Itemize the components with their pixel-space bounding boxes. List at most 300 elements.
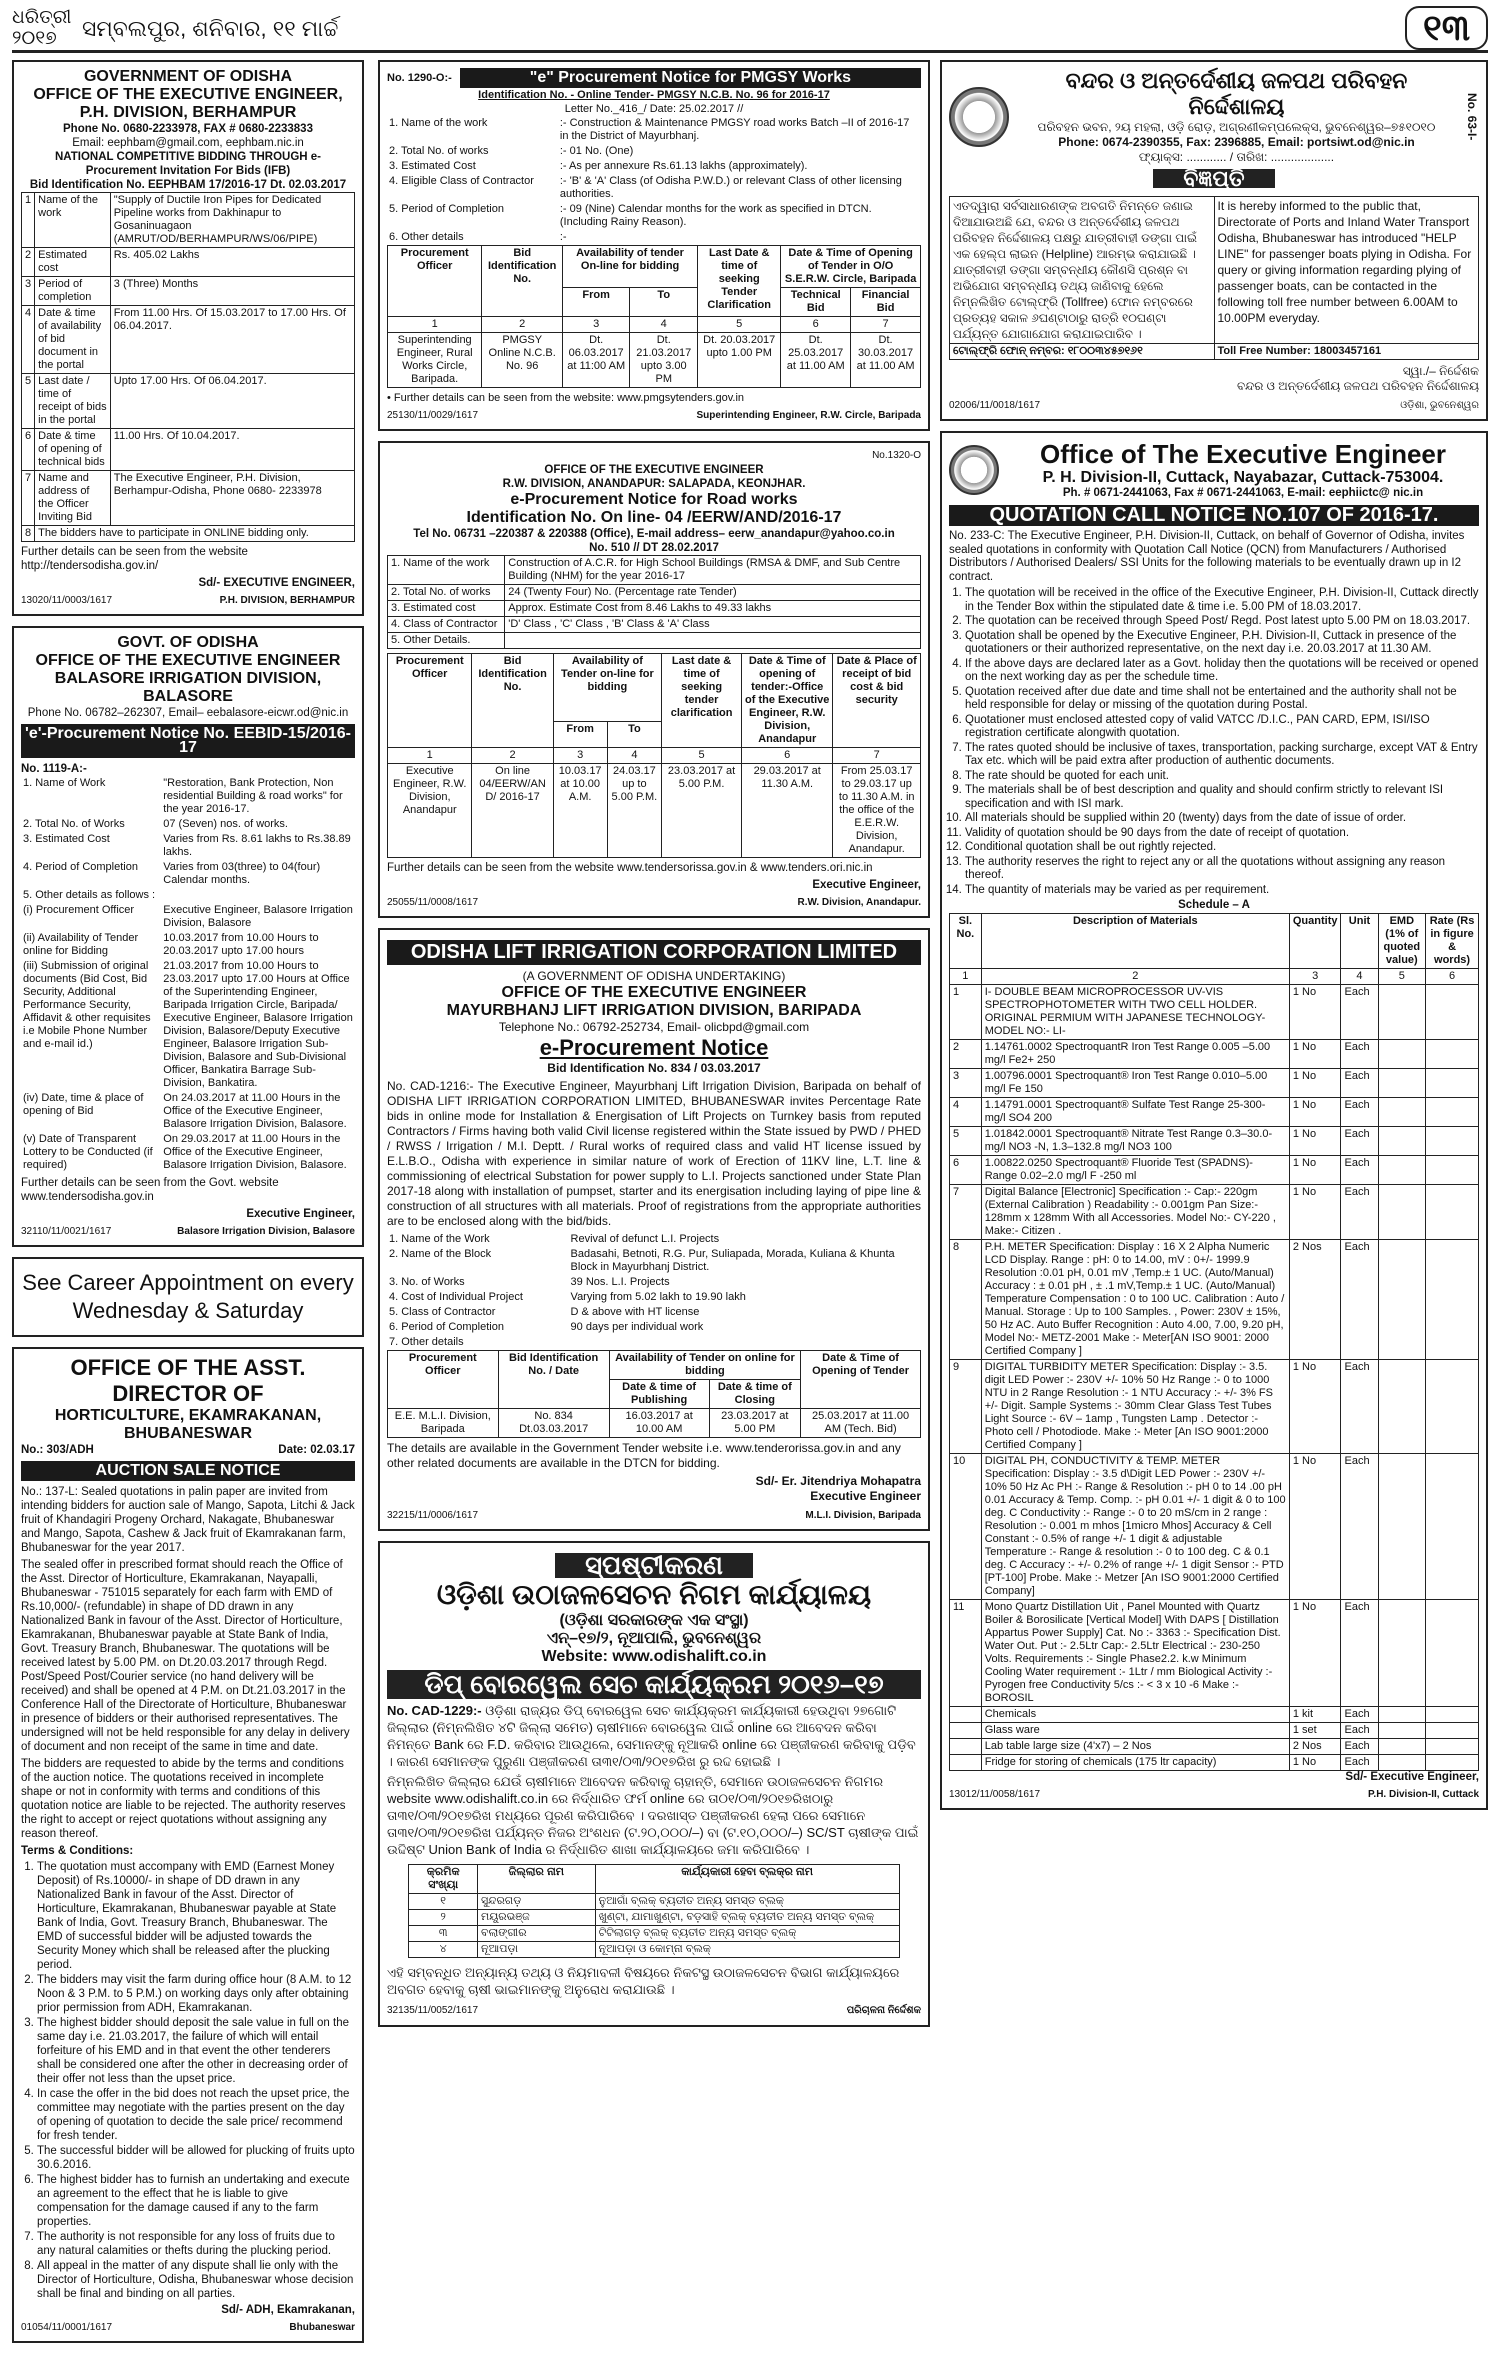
- cell: Varies from 03(three) to 04(four) Calendar months.: [163, 861, 321, 886]
- list-item: 7. The authority is not responsible for any loss of fruits due to any natural calamities or thefts during the plucking period.: [37, 2230, 355, 2258]
- cell: 21.03.2017 from 10.00 Hours to 23.03.2017 upto 17.00 Hours at Office of the Superintending Engineer, Baripada Irrigation Circle, Baripada/ Executive Engineer, Balasore Irrigation Division, Balasore/Deputy Executive Engineer, Balasore Irrigation Sub-Division, Balasore and Sub-Divisional Officer, Bankatira Barrage Sub-Division, Bankatira.: [163, 960, 353, 1089]
- cell: Date & time of availability of bid document in the portal: [35, 306, 111, 374]
- cell: Name of the work: [35, 193, 111, 248]
- cell: I- DOUBLE BEAM MICROPROCESSOR UV-VIS SPECTROPHOTOMETER WITH TWO CELL HOLDER. ORIGINAL PERMIUM WITH JAPANESE TECHNOLOGY- MODEL NO:- LI-: [981, 984, 1289, 1039]
- ad-heading: Office of The Executive Engineer: [1040, 439, 1446, 469]
- cell: [1378, 1722, 1426, 1738]
- table-row: [388, 601, 921, 617]
- cell: 5: [662, 748, 742, 764]
- cell: 1 No: [1289, 1039, 1341, 1068]
- masthead-name: ଧରିତ୍ରୀ: [12, 7, 72, 28]
- cell: 4. Eligible Class of Contractor: [389, 175, 534, 187]
- table-row: [409, 1942, 899, 1958]
- column-header: Date & time of Publishing: [609, 1380, 709, 1409]
- table-row: [22, 471, 355, 526]
- cell: [1378, 1738, 1426, 1754]
- terms-heading: Terms & Conditions:: [21, 1845, 134, 1857]
- cell: 1: [950, 968, 982, 984]
- ad-address: ଏନ୍‌–୧୭/୨, ନୂଆପାଲି, ଭୁବନେଶ୍ୱର: [546, 1630, 762, 1647]
- cell: No. 834 Dt.03.03.2017: [498, 1409, 609, 1438]
- cell: Mono Quartz Distillation Uit , Panel Mounted with Quartz Boiler & Borosilicate [Vertical Model] With DAPS [ Distillation Appartus Power Supply] Cat. No :- 3363 :- Specification Dist. Water Out. Put :- 2.5Ltr Cap:- 2.5Ltr Electrical :- 230-250 Volts. Requirements :- Single Phase2.2. k.w Minimum Cooling Water requirement :- 1Ltr / mm Biological Activity :- Pyrogen free Conductivity 5/cs :- < 3 x 10 -6 Make :- BOROSIL: [981, 1599, 1289, 1706]
- cell: [950, 1738, 982, 1754]
- career-text: Wednesday & Saturday: [72, 1298, 304, 1323]
- ad-address: P. H. Division-II, Cuttack, Nayabazar, Cuttack-753004.: [1042, 469, 1444, 486]
- table-row: [388, 1409, 921, 1438]
- notice-number: No. CAD-1229:-: [387, 1703, 482, 1718]
- paragraph: ଓଡ଼ିଶା ରାଜ୍ୟର ଡିପ୍ ବୋରୱେଲ ସେଚ କାର୍ଯ୍ୟକ୍ରମ କାର୍ଯ୍ୟକାରୀ ହେଉଥିବା ୨୭ଗୋଟି ଜିଲ୍ଲାର (ନିମ୍ନଲିଖିତ ୪ଟି ଜିଲ୍ଲା ସମେତ) ଚାଷୀମାନେ ବୋରୱେଲ ପାଇଁ online ରେ ଆବେଦନ କରିବା ନିମନ୍ତେ Bank ରେ F.D. କରିବାର ଆଉଥିଲେ, ସେମାନଙ୍କୁ ନୂଆକରି online ରେ ପଞ୍ଜୀକରଣ କରିବାକୁ ପଡ଼ିବ । କାରଣ ସେମାନଙ୍କ ପୁରୁଣା ପଞ୍ଜୀକରଣ ତା୩୧/୦୩/୨୦୧୭ରିଖ ରୁ ରଦ୍ଦ ହୋଇଛି ।: [387, 1703, 916, 1769]
- cell: ଏତଦ୍ୱାରା ସର୍ବସାଧାରଣଙ୍କ ଅବଗତି ନିମନ୍ତେ ଜଣାଇ ଦିଆଯାଉଅଛି ଯେ, ବନ୍ଦର ଓ ଅନ୍ତର୍ଦେଶୀୟ ଜଳପଥ ପରିବହନ ନିର୍ଦ୍ଦେଶାଳୟ ପକ୍ଷରୁ ଯାତ୍ରୀବାହୀ ଡଙ୍ଗା ପାଇଁ ଏକ ହେଲ୍ପ ଲାଇନ (Helpline) ଆରମ୍ଭ କରାଯାଇଛି । ଯାତ୍ରୀବାହୀ ଡଙ୍ଗା ସମ୍ବନ୍ଧୀୟ କୌଣସି ପ୍ରଶ୍ନ ବା ଅଭିଯୋଗ ସମ୍ବନ୍ଧୀୟ ତଥ୍ୟ ଜାଣିବାକୁ ହେଲେ ନିମ୍ନଲିଖିତ ଟୋଲ୍‌ଫ୍ରି (Tollfree) ଫୋନ ନମ୍ବରରେ ପ୍ରତ୍ୟହ ସକାଳ ୬ଘଣ୍ଟାଠାରୁ ରାତ୍ରି ୧୦ଘଣ୍ଟା ପର୍ଯ୍ୟନ୍ତ ଯୋଗାଯୋଗ କରାଯାଇପାରିବ ।: [950, 197, 1215, 344]
- cell: Each: [1341, 1359, 1378, 1453]
- cell: 5. Other details as follows :: [23, 889, 156, 901]
- cell: 1 No: [1289, 1097, 1341, 1126]
- cell: P.H. METER Specification: Display : 16 X 2 Alpha Numeric LCD Display. Range : pH: 0 to 14.00, mV : 0+/- 1999.9 Resolution :0.01 pH, 0.01 mV ,Temp.± 1 UC. (Auto/Manual) Accuracy : ± 0.01 pH , ± .1 mV,Temp.± 1 UC. (Auto/Manual) Temperature Compensation : 0 to 100 UC. Calibration : Auto / Manual. Storage : Up to 100 Samples. , Power: 230V ± 15%, 50 Hz AC. Auto Buffer Recognition : Auto 4.00, 7.00, 9.20 pH, Model No:- METZ-2001 Make :- Meter[AN ISO 9001: 2000 Certified Company ]: [981, 1239, 1289, 1359]
- cell: 3. Estimated cost: [388, 601, 505, 617]
- ad-code: 13020/11/0003/1617: [21, 595, 113, 606]
- cell: ନୂଆପଡ଼ା ଓ କୋମ୍ନା ବ୍ଲକ୍: [595, 1942, 899, 1958]
- table-row: [388, 633, 921, 649]
- ad-heading: e-Procurement Notice for Road works: [510, 491, 798, 508]
- cell: 1 No: [1289, 1184, 1341, 1239]
- list-item: [387, 1335, 921, 1350]
- cell: [950, 1754, 982, 1770]
- table-row: [950, 984, 1479, 1039]
- cell: 6: [742, 748, 833, 764]
- column-header: କାର୍ଯ୍ୟକାରୀ ହେବା ବ୍ଲକ୍‌ର ନାମ: [595, 1865, 899, 1894]
- cell: 1 No: [1289, 1068, 1341, 1097]
- cell: :- Construction & Maintenance PMGSY road works Batch –II of 2016-17 in the District of Mayurbhanj.: [559, 117, 910, 142]
- cell: 6: [22, 429, 35, 471]
- further-details: The details are available in the Government Tender website i.e. www.tenderorissa.gov.in and any other related documents are available in the DTCN for bidding.: [387, 1441, 901, 1470]
- cell: Toll Free Number: 18003457161: [1214, 344, 1479, 360]
- cell: ମୟୂରଭଞ୍ଜ: [477, 1910, 595, 1926]
- notice-date: No. 510 // DT 28.02.2017: [589, 542, 719, 554]
- ad-heading: R.W. DIVISION, ANANDAPUR: SALAPADA, KEONJHAR.: [502, 478, 806, 490]
- cell: 3: [553, 748, 607, 764]
- ad-phone: Ph. # 0671-2441063, Fax # 0671-2441063, E-mail: eephiictc@ nic.in: [1062, 487, 1424, 499]
- list-item: 2. The bidders may visit the farm during office hour (8 A.M. to 12 Noon & 3 P.M. to 5 P.M.) on working days only after obtaining prior permission from ADH, Ekamrakanan.: [37, 1973, 355, 2015]
- cell: 5. Period of Completion: [389, 203, 504, 215]
- notice-bar: ODISHA LIFT IRRIGATION CORPORATION LIMITED: [387, 940, 921, 965]
- ad-heading: OFFICE OF THE EXECUTIVE ENGINEER: [544, 464, 764, 476]
- list-item: [387, 144, 921, 159]
- signature: Executive Engineer,: [246, 1208, 355, 1220]
- list-item: [387, 1275, 921, 1290]
- list-item: 5. Quotation received after due date and time shall not be entertained and the authority shall not be held responsible for delay or missing of the quotation during Postal.: [965, 686, 1479, 713]
- column-header: Sl. No.: [950, 913, 982, 968]
- cell: Each: [1341, 1738, 1378, 1754]
- cell: Approx. Estimate Cost from 8.46 Lakhs to 49.33 lakhs: [505, 601, 921, 617]
- cell: 1. Name of the work: [388, 556, 505, 585]
- table-row: [950, 1126, 1479, 1155]
- cell: 7: [851, 317, 921, 333]
- cell: [1378, 1068, 1426, 1097]
- cell: 16.03.2017 at 10.00 AM: [609, 1409, 709, 1438]
- cell: Dt. 21.03.2017 upto 3.00 PM: [630, 333, 698, 388]
- cell: 1: [22, 193, 35, 248]
- cell: Estimated cost: [35, 248, 111, 277]
- cell: ନୂଆପଡ଼ା: [477, 1942, 595, 1958]
- signature: Sd/- Executive Engineer,: [1345, 1770, 1479, 1783]
- list-item: [21, 888, 355, 903]
- cell: 1: [388, 317, 482, 333]
- column-header: Availability of tender On-line for bidding: [563, 246, 698, 288]
- notice-number: No. 63-I-: [1465, 92, 1479, 141]
- ad-balasore: [12, 626, 364, 1247]
- cell: 1.01842.0001 Spectroquant® Nitrate Test Range 0.3–30.0- mg/l NO3 -N, 1.3–132.8 mg/l NO3 100: [981, 1126, 1289, 1155]
- cell: 1 No: [1289, 984, 1341, 1039]
- list-item: 8. All appeal in the matter of any dispute shall lie only with the Director of Horticulture, Odisha, Bhubaneswar whose decision shall be final and binding on all parties.: [37, 2259, 355, 2301]
- ad-code: 32215/11/0006/1617: [387, 1510, 479, 1521]
- cell: ସୁନ୍ଦରଗଡ଼: [477, 1894, 595, 1910]
- cell: 10: [950, 1453, 982, 1599]
- table-row: [950, 1155, 1479, 1184]
- list-item: 7. The rates quoted should be inclusive of taxes, transportation, packing surcharge, except VAT & Entry Tax etc. which will be paid extra after production of authentic documents.: [965, 742, 1479, 769]
- cell: 2 Nos: [1289, 1738, 1341, 1754]
- page-number: ୧୩: [1405, 6, 1488, 50]
- district-table: [408, 1864, 899, 1958]
- cell: Each: [1341, 1155, 1378, 1184]
- list-item: 3. The highest bidder should deposit the sale value in full on the same day i.e. 21.03.2017, the failure of which will entail forfeiture of his EMD and in that event the other tenderers shall be considered one after the other in decreasing order of their offer not less than the upset price.: [37, 2016, 355, 2086]
- table-row: [950, 1754, 1479, 1770]
- cell: 1 No: [1289, 1155, 1341, 1184]
- column-header: To: [607, 722, 661, 748]
- materials-table: [949, 913, 1479, 1771]
- cell: PMGSY Online N.C.B. No. 96: [482, 333, 563, 388]
- column-header: Availability of Tender on-line for bidding: [553, 654, 661, 722]
- schedule-heading: Schedule – A: [1178, 899, 1250, 911]
- cell: 5: [22, 374, 35, 429]
- table-header-row: [409, 1865, 899, 1894]
- table-row: [950, 1039, 1479, 1068]
- list-item: 5. The successful bidder will be allowed for plucking of fruits upto 30.6.2016.: [37, 2144, 355, 2172]
- notice-number: No. 1119-A:-: [21, 763, 87, 775]
- bid-id: Bid Identification No. 834 / 03.03.2017: [547, 1061, 761, 1075]
- cell: 2. Name of the Block: [389, 1248, 492, 1260]
- cell: 1 No: [1289, 1453, 1341, 1599]
- paragraph: ଏହି ସମ୍ବନ୍ଧିତ ଅନ୍ୟାନ୍ୟ ତଥ୍ୟ ଓ ନିୟମାବଳୀ ବିଷୟରେ ନିକଟସ୍ଥ ଉଠାଜଳସେଚନ ବିଭାଗ କାର୍ଯ୍ୟାଳୟରେ ଅବଗତ ହେବାକୁ ଚାଷୀ ଭାଇମାନଙ୍କୁ ଅନୁରୋଧ କରାଯାଉଛି ।: [387, 1965, 900, 1997]
- cell: 1.14791.0001 Spectroquant® Sulfate Test Range 25-300-mg/l SO4 200: [981, 1097, 1289, 1126]
- cell: [1378, 1453, 1426, 1599]
- further-details: • Further details can be seen from the website: www.pmgsytenders.gov.in: [387, 392, 745, 404]
- cell: 'D' Class , 'C' Class , 'B' Class & 'A' Class: [505, 617, 921, 633]
- cell: [1426, 984, 1479, 1039]
- cell: (v) Date of Transparent Lottery to be Conducted (if required): [23, 1133, 153, 1171]
- cell: [1426, 1097, 1479, 1126]
- cell: [1378, 1706, 1426, 1722]
- tender-table: [387, 653, 921, 858]
- cell: 4. Class of Contractor: [388, 617, 505, 633]
- ad-horticulture: [12, 1347, 364, 2343]
- table-row: [22, 429, 355, 471]
- cell: [1426, 1239, 1479, 1359]
- cell: 10.03.2017 from 10.00 Hours to 20.03.2017 upto 17.00 hours: [163, 932, 319, 957]
- cell: 3. Estimated Cost: [23, 833, 110, 845]
- table-row: [950, 344, 1479, 360]
- cell: 1 No: [1289, 1359, 1341, 1453]
- cell: Dt. 25.03.2017 at 11.00 AM: [781, 333, 851, 388]
- bid-id: Identification No. On line- 04 /EERW/AND/2016-17: [466, 509, 842, 526]
- cell: Glass ware: [981, 1722, 1289, 1738]
- notice-bar: ସ୍ପଷ୍ଟୀକରଣ: [555, 1553, 753, 1578]
- signature: ପରିଚାଳନା ନିର୍ଦ୍ଦେଶକ: [846, 2005, 921, 2016]
- cell: Each: [1341, 1754, 1378, 1770]
- cell: 5: [698, 317, 781, 333]
- cell: 3 (Three) Months: [110, 277, 354, 306]
- cell: Revival of defunct L.I. Projects: [570, 1233, 720, 1245]
- cell: 5: [950, 1126, 982, 1155]
- column-header: Procurement Officer: [388, 1351, 499, 1409]
- ad-code: 13012/11/0058/1617: [949, 1789, 1041, 1800]
- career-text: See Career Appointment on every: [22, 1270, 354, 1295]
- column-header: Financial Bid: [851, 288, 921, 317]
- cell: 2. Total No. of works: [389, 145, 489, 157]
- cell: 1.00796.0001 Spectroquant® Iron Test Range 0.010–5.00 mg/l Fe 150: [981, 1068, 1289, 1097]
- cell: Superintending Engineer, Rural Works Circle, Baripada.: [388, 333, 482, 388]
- column-header: Date & time of Closing: [709, 1380, 801, 1409]
- table-row: [388, 617, 921, 633]
- tender-table: [21, 192, 355, 542]
- column-header: Bid Identification No.: [482, 246, 563, 317]
- cell: 1 No: [1289, 1599, 1341, 1706]
- column-header: Date & Place of receipt of bid cost & bid security: [833, 654, 921, 748]
- ad-phone: Phone No. 0680-2233978, FAX # 0680-2233833: [63, 123, 313, 135]
- cell: ଟିଟିଲାଗଡ଼ ବ୍ଲକ୍ ବ୍ୟତୀତ ଅନ୍ୟ ସମସ୍ତ ବ୍ଲକ୍: [595, 1926, 899, 1942]
- cell: ୪: [409, 1942, 478, 1958]
- table-row: [388, 333, 921, 388]
- cell: Each: [1341, 1706, 1378, 1722]
- table-row: [388, 764, 921, 858]
- list-item: 13. The authority reserves the right to reject any or all the quotations without assigning any reason thereof.: [965, 856, 1479, 883]
- notice-number: No. 1290-O:-: [387, 72, 452, 84]
- cell: DIGITAL PH, CONDUCTIVITY & TEMP. METER Specification: Display :- 3.5 d\Digit LED Power :- 230V +/- 10% 50 Hz Ac PH :- Range & Resolution :- pH 0 to 14 .00 pH 0.01 Accuracy & Temp. Comp. :- pH 0.01 +/- 1 digit & 0 to 100 deg. C Conductivity :- Range :- 0 to 20 mS/cm in 2 range : Resolution :- 0.001 m mhos [1micro Mhos] Accuracy & Cell Constant :- 0.5% of range +/- 1 digit & adjustable Temperature :- Range & resolution :- 0 to 100 deg. C & 0.1 deg. C Accuracy :- +/- 0.2% of range +/- 1 digit Sensor :- PTD [PT-100] Probe. Make :- Metzer [An ISO 9001:2000 Certified Company]: [981, 1453, 1289, 1599]
- signature: Superintending Engineer, R.W. Circle, Baripada: [696, 410, 921, 421]
- cell: (iv) Date, time & place of opening of Bid: [23, 1092, 144, 1117]
- column-left: [12, 60, 364, 2353]
- bilingual-table: [949, 196, 1479, 360]
- table-row: [950, 1239, 1479, 1359]
- cell: DIGITAL TURBIDITY METER Specification: Display :- 3.5. digit LED Power :- 230V +/- 10% 50 Hz Range :- 0 to 1000 NTU in 2 Range Resolution :- 1 NTU Accuracy :- +/- 3% FS +/- Digit. Sample Systems :- 30mm Clear Glass Test Tubes Light Source :- 6V – 1amp , Tungsten Lamp . Detector :- Photo cell / Photodiode. Make :- Meter [An ISO 9001:2000 Certified Company ]: [981, 1359, 1289, 1453]
- signature: Balasore Irrigation Division, Balasore: [177, 1226, 355, 1237]
- column-header: Last Date & time of seeking Tender Clarification: [698, 246, 781, 317]
- paragraph: The sealed offer in prescribed format should reach the Office of the Asst. Director of Horticulture, Ekamrakanan, Nayapalli, Bhubaneswar - 751015 separately for each farm with EMD of Rs.10,000/- (refundable) in shape of DD drawn in any Nationalized Bank in favour of the Asst. Director of Horticulture, Ekamrakanan, Bhubaneswar payable at State Bank of India, Govt. Treasury Branch, Bhubaneswar. The quotations will be received latest by 5.00 PM. on Dt.20.03.2017 through Regd. Post/Speed Post/Courier service (no hand delivery will be received) and shall be opened at 4 P.M. on Dt.21.03.2017 in the Conference Hall of the Directorate of Horticulture, Bhubaneswar in presence of bidders or their authorised representatives. The undersigned will not be held responsible for any delay in delivery of document and non receipt of the same in time and date.: [21, 1559, 350, 1753]
- notice-bar: 'e'-Procurement Notice No. EEBID-15/2016-17: [21, 724, 355, 758]
- cell: ଖୁଣ୍ଟା, ଯାମାଖୁଣ୍ଟା, ବଡ଼ସାହି ବ୍ଲକ୍ ବ୍ୟତୀତ ଅନ୍ୟ ସମସ୍ତ ବ୍ଲକ୍: [595, 1910, 899, 1926]
- list-item: 3. Quotation shall be opened by the Executive Engineer, P.H. Division-II, Cuttack in presence of the quotationers or their authorized representative, on the next day i.e. 20.03.2017 at 11.30 AM.: [965, 630, 1479, 657]
- table-header-row: [388, 1351, 921, 1380]
- cell: 5. Other Details.: [388, 633, 505, 649]
- ad-berhampur: [12, 60, 364, 616]
- column-header: From: [563, 288, 630, 317]
- cell: 2: [981, 968, 1289, 984]
- cell: Fridge for storing of chemicals (175 ltr capacity): [981, 1754, 1289, 1770]
- column-header: To: [630, 288, 698, 317]
- cell: Badasahi, Betnoti, R.G. Pur, Suliapada, Morada, Kuliana & Khunta Block in Mayurbhanj District.: [570, 1248, 895, 1273]
- table-row: [950, 197, 1479, 344]
- ad-pmgsy: [378, 60, 930, 431]
- list-item: 10. All materials should be supplied within 20 (twenty) days from the date of issue of order.: [965, 812, 1479, 826]
- list-item: 4. In case the offer in the bid does not reach the upset price, the committee may negotiate with the parties present on the day of opening of quotation to decide the sale price/ recommend for fresh tender.: [37, 2087, 355, 2143]
- cell: [1426, 1722, 1479, 1738]
- cell: Chemicals: [981, 1706, 1289, 1722]
- cell: 1 No: [1289, 1126, 1341, 1155]
- cell: Construction of A.C.R. for High School Buildings (RMSA & DMF, and Sub Centre Building (NHM) for the year 2016-17: [505, 556, 921, 585]
- further-details: Further details can be seen from the website www.tendersorissa.gov.in & www.tenders.ori.nic.in: [387, 862, 873, 874]
- table-row: [409, 1910, 899, 1926]
- column-header: Date & Time of Opening of Tender: [801, 1351, 921, 1409]
- cell: [1426, 1754, 1479, 1770]
- column-header: Technical Bid: [781, 288, 851, 317]
- cell: [950, 1706, 982, 1722]
- cell: Each: [1341, 1722, 1378, 1738]
- cell: 3: [950, 1068, 982, 1097]
- table-row: [950, 1184, 1479, 1239]
- column-header: Bid Identification No.: [472, 654, 553, 748]
- ad-subheading: (ଓଡ଼ିଶା ସରକାରଙ୍କ ଏକ ସଂସ୍ଥା): [559, 1612, 749, 1629]
- cell: Executive Engineer, Balasore Irrigation Division, Balasore: [163, 904, 353, 929]
- bid-id: Identification No. - Online Tender- PMGSY N.C.B. No. 96 for 2016-17: [478, 89, 830, 101]
- signature: ସ୍ୱା./– ନିର୍ଦ୍ଦେଶକ: [1402, 364, 1479, 378]
- cell: 4: [1341, 968, 1378, 984]
- ad-heading: GOVERNMENT OF ODISHA: [83, 68, 292, 85]
- cell: [1426, 1039, 1479, 1068]
- cell: 2. Total No. of works: [388, 585, 505, 601]
- list-item: [387, 1290, 921, 1305]
- ad-heading: ବନ୍ଦର ଓ ଅନ୍ତର୍ଦେଶୀୟ ଜଳପଥ ପରିବହନ ନିର୍ଦ୍ଦେଶାଳୟ: [1065, 68, 1408, 119]
- cell: 1. Name of the work: [389, 117, 488, 129]
- notice-bar: ଡିପ୍ ବୋରୱେଲ ସେଚ କାର୍ଯ୍ୟକ୍ରମ ୨୦୧୬–୧୭: [387, 1670, 921, 1699]
- cell: [1426, 1184, 1479, 1239]
- ad-website: Website: www.odishalift.co.in: [541, 1648, 767, 1665]
- cell: [1378, 1155, 1426, 1184]
- ad-odia-clarification: [378, 1541, 930, 2027]
- table-row: [388, 585, 921, 601]
- paragraph: No. 233-C: The Executive Engineer, P.H. Division-II, Cuttack, on behalf of Governor of Odisha, invites sealed quotations in conformity with Quotation Call Notice (QCN) from Manufacturers / Authorised Distributors / Authorised Dealers/ SSI Units for the following materials to be eventually drawn up in I2 contract.: [949, 530, 1465, 583]
- cell: 1 set: [1289, 1722, 1341, 1738]
- column-header: Procurement Officer: [388, 246, 482, 317]
- signature: P.H. DIVISION, BERHAMPUR: [219, 595, 355, 606]
- cell: On 24.03.2017 at 11.00 Hours in the Office of the Executive Engineer, Balasore Irrigation Division, Balasore.: [163, 1092, 347, 1130]
- ad-subheading: (A GOVERNMENT OF ODISHA UNDERTAKING): [522, 969, 786, 983]
- list-item: [387, 159, 921, 174]
- career-banner: [12, 1257, 364, 1337]
- cell: Varies from Rs. 8.61 lakhs to Rs.38.89 lakhs.: [163, 833, 351, 858]
- ad-heading: P.H. DIVISION, BERHAMPUR: [79, 104, 297, 121]
- conditions-list: [965, 587, 1479, 897]
- list-item: [387, 230, 921, 245]
- cell: ବଲାଙ୍ଗୀର: [477, 1926, 595, 1942]
- signature: R.W. Division, Anandapur.: [797, 897, 921, 908]
- list-item: [387, 202, 921, 230]
- table-row: [409, 1894, 899, 1910]
- cell: Each: [1341, 1239, 1378, 1359]
- cell: Executive Engineer, R.W. Division, Anandapur: [388, 764, 472, 858]
- signature: Bhubaneswar: [289, 2322, 355, 2333]
- cell: Each: [1341, 1184, 1378, 1239]
- cell: The bidders have to participate in ONLINE bidding only.: [35, 526, 355, 542]
- emblem-icon: [949, 87, 1009, 147]
- column-header: EMD (1% of quoted value): [1378, 913, 1426, 968]
- cell: 24 (Twenty Four) No. (Percentage rate Tender): [505, 585, 921, 601]
- cell: "Restoration, Bank Protection, Non residential Building & road works" for the year 2016-17.: [163, 777, 343, 815]
- cell: 11.00 Hrs. Of 10.04.2017.: [110, 429, 354, 471]
- ad-ports: [940, 60, 1488, 421]
- cell: (iii) Submission of original documents (Bid Cost, Bid Security, Additional Performance Security, Affidavit & other requisites i.e Mobile Phone Number and e-mail id.): [23, 960, 151, 1050]
- cell: 1.14761.0002 SpectroquantR Iron Test Range 0.005 –5.00 mg/l Fe2+ 250: [981, 1039, 1289, 1068]
- cell: ନୁଆଗାଁ ବ୍ଲକ୍ ବ୍ୟତୀତ ଅନ୍ୟ ସମସ୍ତ ବ୍ଲକ୍: [595, 1894, 899, 1910]
- cell: From 25.03.17 to 29.03.17 up to 11.30 A.M. in the office of the E.E.R.W. Division, Anandapur.: [833, 764, 921, 858]
- cell: [1378, 1754, 1426, 1770]
- ad-phone: Phone: 0674-2390355, Fax: 2396885, Email: portsiwt.od@nic.in: [1058, 135, 1415, 149]
- ad-phone: Telephone No.: 06792-252734, Email- olicbpd@gmail.com: [498, 1020, 810, 1034]
- cell: Name and address of the Officer Inviting Bid: [35, 471, 111, 526]
- list-item: 6. The highest bidder has to furnish an undertaking and execute an agreement to the effect that he is liable to give compensation for the damage caused if any to the farm properties.: [37, 2173, 355, 2229]
- cell: 07 (Seven) nos. of works.: [163, 818, 288, 830]
- cell: From 11.00 Hrs. Of 15.03.2017 to 17.00 Hrs. Of 06.04.2017.: [110, 306, 354, 374]
- notice-bar: AUCTION SALE NOTICE: [21, 1461, 355, 1481]
- paragraph: The bidders are requested to abide by the terms and conditions of the auction notice. The quotations received in incomplete shape or not in conformity with terms and conditions of this quotation notice are liable to be rejected. The authority reserves the right to accept or reject quotations without assigning any reason thereof.: [21, 1758, 346, 1840]
- list-item: [21, 959, 355, 1091]
- table-row: [22, 277, 355, 306]
- ad-code: 32135/11/0052/1617: [387, 2005, 479, 2016]
- cell: 1: [388, 748, 472, 764]
- table-row: [22, 193, 355, 248]
- table-row: [950, 1068, 1479, 1097]
- notice-number: No.1320-O: [872, 450, 921, 461]
- signature: Sd/- ADH, Ekamrakanan,: [221, 2304, 355, 2316]
- column-header: Availability of Tender on online for bidding: [609, 1351, 800, 1380]
- cell: 25.03.2017 at 11.00 AM (Tech. Bid): [801, 1409, 921, 1438]
- notice-date: Date: 02.03.17: [278, 1444, 355, 1456]
- notice-bar: "e" Procurement Notice for PMGSY Works: [460, 68, 921, 88]
- cell: 6: [781, 317, 851, 333]
- column-middle: [378, 60, 930, 2037]
- cell: 8: [22, 526, 35, 542]
- letter-number: Letter No._416_/ Date: 25.02.2017 //: [564, 103, 744, 115]
- list-item: [387, 1232, 921, 1247]
- list-item: 8. The rate should be quoted for each unit.: [965, 770, 1479, 784]
- cell: On 29.03.2017 at 11.00 Hours in the Office of the Executive Engineer, Balasore Irrigation Division, Balasore.: [163, 1133, 347, 1171]
- table-row: [950, 1706, 1479, 1722]
- cell: Dt. 30.03.2017 at 11.00 AM: [851, 333, 921, 388]
- cell: Upto 17.00 Hrs. Of 06.04.2017.: [110, 374, 354, 429]
- masthead-year: ୨୦୧୭: [12, 28, 57, 49]
- cell: 4: [630, 317, 698, 333]
- cell: Dt. 20.03.2017 upto 1.00 PM: [698, 333, 781, 388]
- cell: 24.03.17 up to 5.00 P.M.: [607, 764, 661, 858]
- table-header-row: [950, 913, 1479, 968]
- cell: [1378, 1599, 1426, 1706]
- cell: 6. Other details: [389, 231, 464, 243]
- cell: Each: [1341, 1453, 1378, 1599]
- list-item: 1. The quotation must accompany with EMD (Earnest Money Deposit) of Rs.10000/- in shape of DD drawn in any Nationalized Bank in favour of the Asst. Director of Horticulture, Ekamrakanan, Bhubaneswar payable at State Bank of India, Govt. Treasury Branch, Bhubaneswar. The EMD of successful bidder will be adjusted towards the Security Money which shall be released after the plucking period.: [37, 1860, 355, 1972]
- cell: [1426, 1599, 1479, 1706]
- list-item: 12. Conditional quotation shall be out rightly rejected.: [965, 841, 1479, 855]
- cell: 39 Nos. L.I. Projects: [570, 1276, 670, 1288]
- cell: Each: [1341, 1126, 1378, 1155]
- cell: [1426, 1359, 1479, 1453]
- cell: ୩: [409, 1926, 478, 1942]
- table-row: [950, 1722, 1479, 1738]
- cell: 4: [950, 1097, 982, 1126]
- table-row: [950, 1097, 1479, 1126]
- cell: 29.03.2017 at 11.30 A.M.: [742, 764, 833, 858]
- list-item: [21, 1091, 355, 1132]
- cell: 5: [1378, 968, 1426, 984]
- cell: 3: [563, 317, 630, 333]
- ad-code: 25055/11/0008/1617: [387, 897, 479, 908]
- column-header: Procurement Officer: [388, 654, 472, 748]
- table-row: [22, 248, 355, 277]
